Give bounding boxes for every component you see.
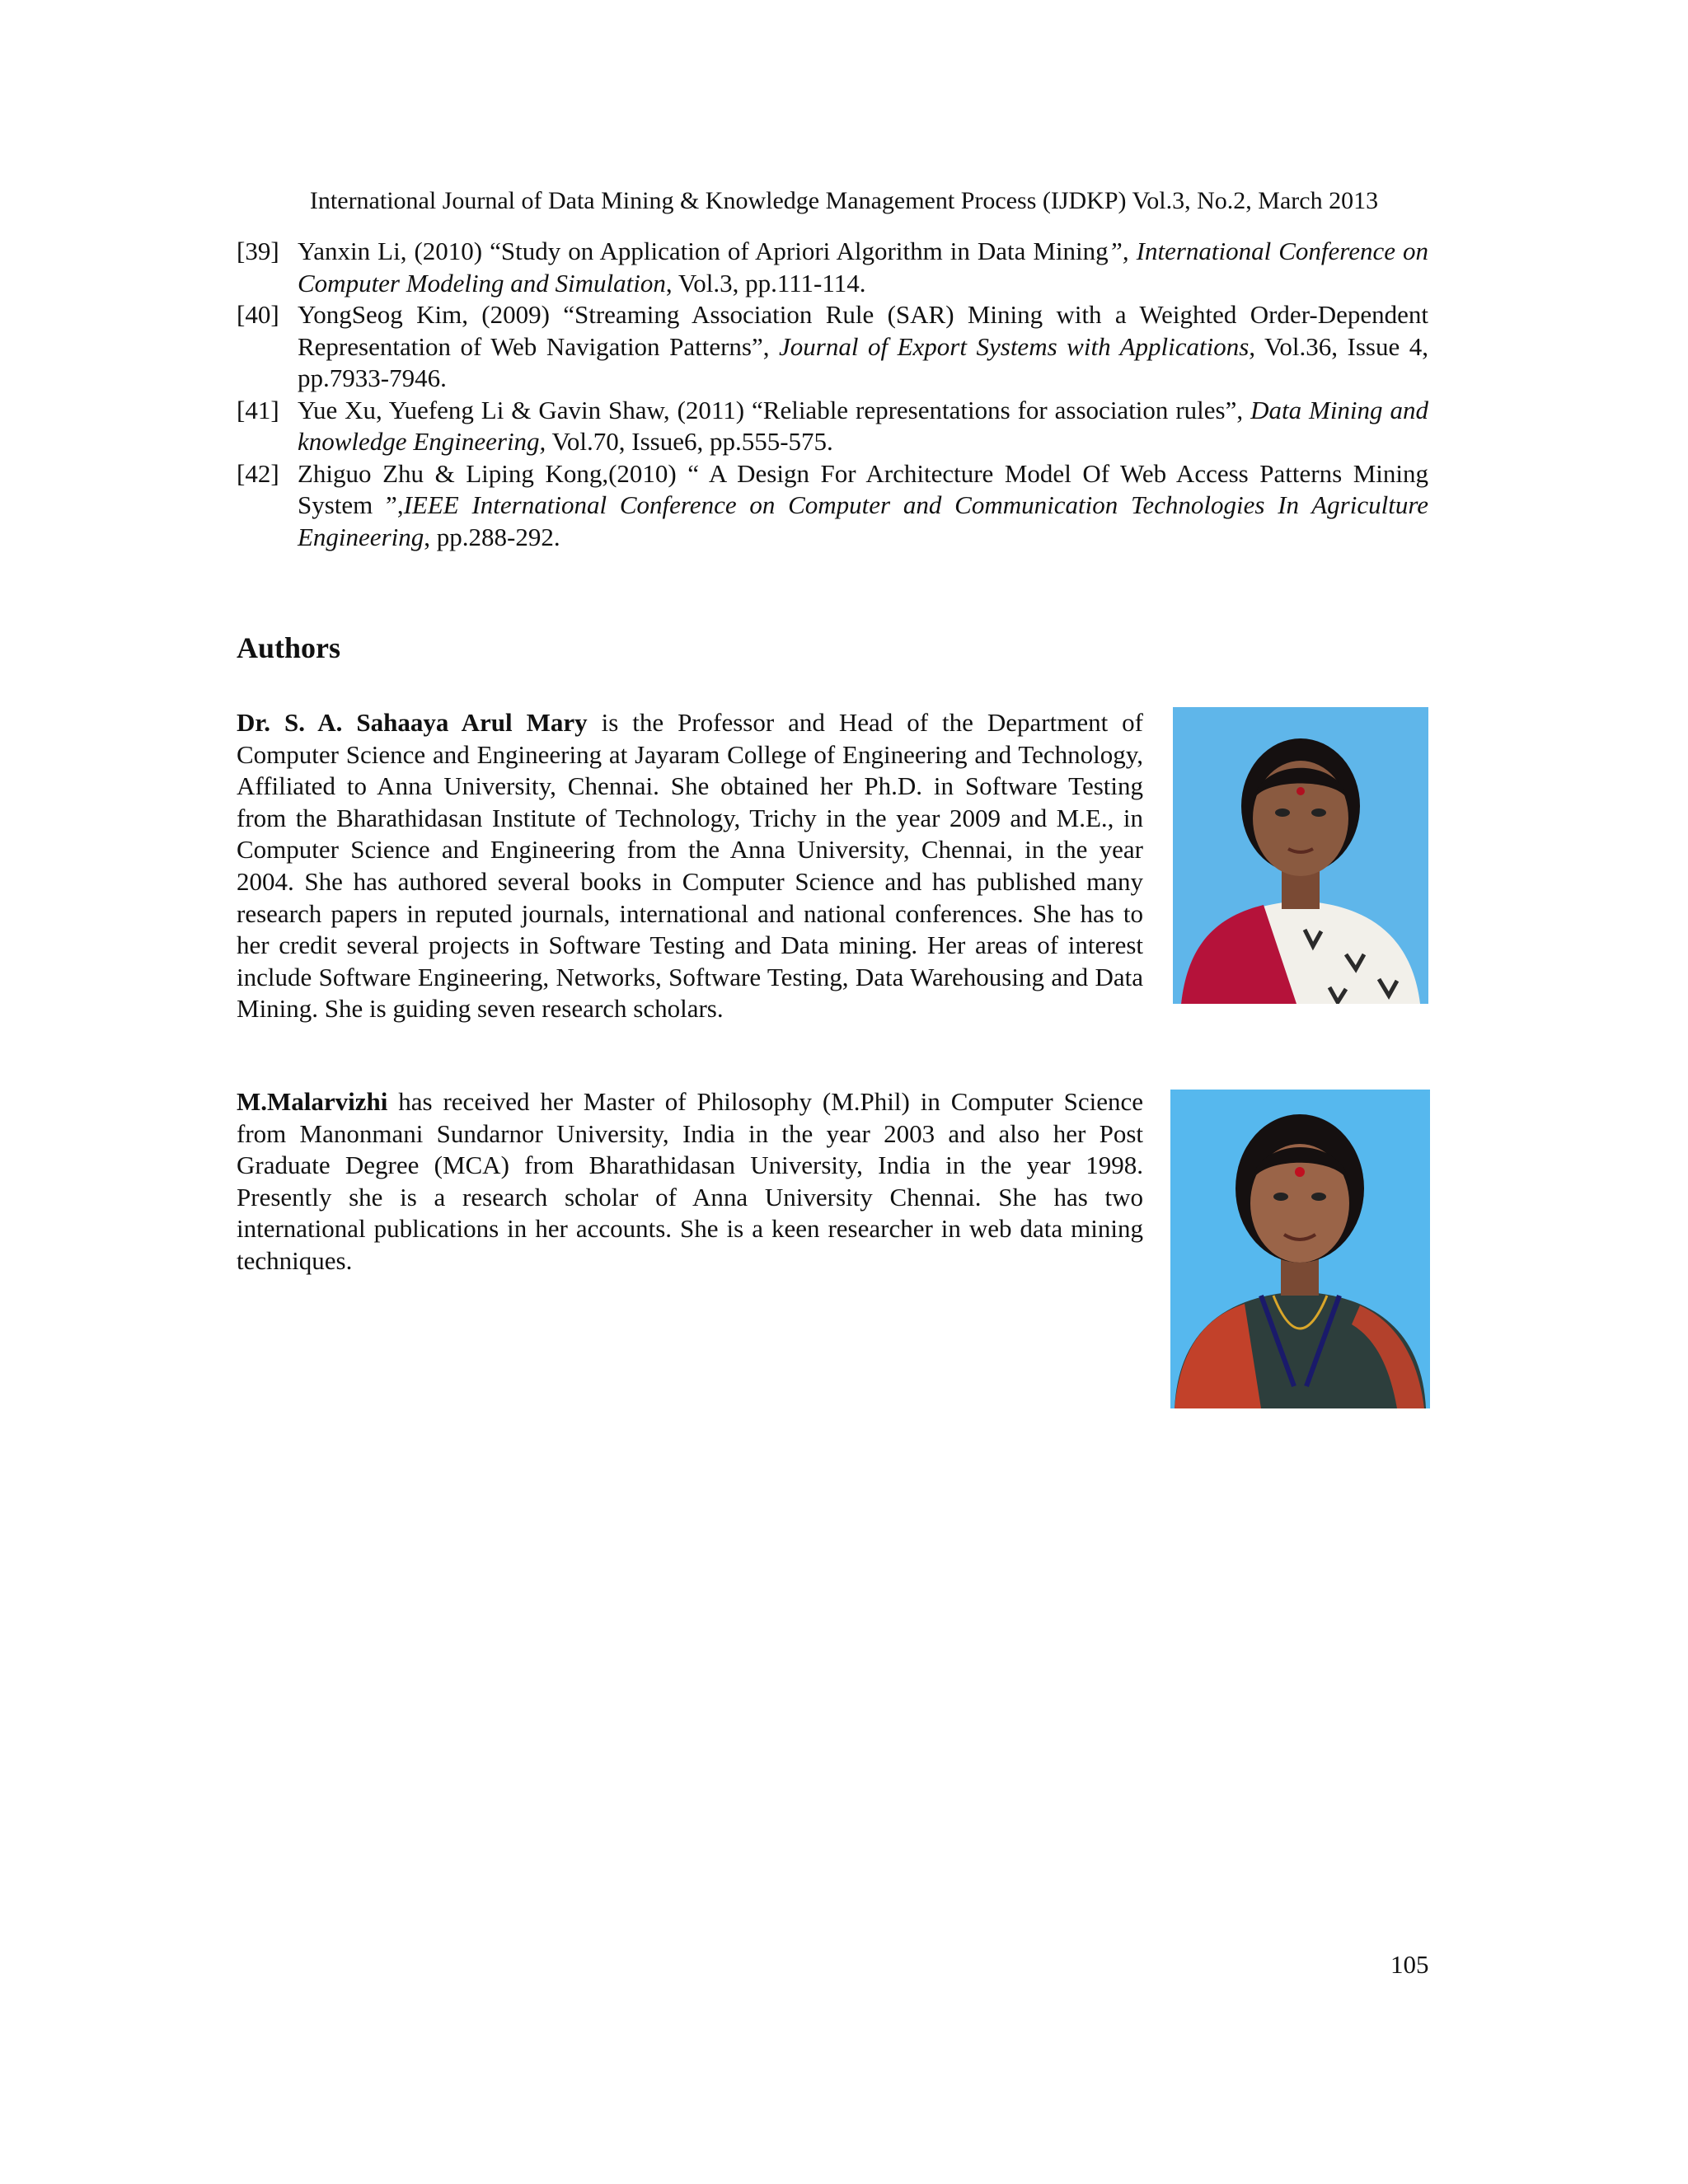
reference-number: [42] bbox=[237, 458, 279, 488]
reference-text: Vol.70, Issue6, pp.555-575. bbox=[546, 427, 833, 456]
reference-item bbox=[237, 458, 1428, 554]
reference-number: [39] bbox=[237, 237, 279, 265]
reference-text: YongSeog Kim, (2009) “Streaming Association Rule (SAR) Mining with a Weighted Order-Dependent Representation of Web Navigation Patterns”, bbox=[298, 300, 1428, 361]
author-name-1: Dr. S. A. Sahaaya Arul Mary bbox=[237, 708, 588, 737]
reference-text: Yanxin Li, (2010) “Study on Application of Apriori Algorithm in Data Mining bbox=[298, 237, 1109, 265]
author-bio-1 bbox=[237, 707, 1143, 1025]
reference-list bbox=[237, 236, 1428, 553]
reference-text: Zhiguo Zhu & Liping Kong,(2010) “ A Design For Architecture Model Of Web Access Patterns Mining System ”, bbox=[298, 458, 1428, 519]
authors-heading: Authors bbox=[237, 631, 341, 664]
author-bio-text-2: has received her Master of Philosophy (M.Phil) in Computer Science from Manonmani Sundarnor University, India in the year 2003 and also her Post Graduate Degree (MCA) from Bharathidasan University, India in the year 1998. Presently she is a research scholar of Anna University Chennai. She has two international publications in her accounts. She is a keen researcher in web data mining techniques. bbox=[237, 1087, 1143, 1275]
reference-item bbox=[237, 236, 1428, 299]
author-name-2: M.Malarvizhi bbox=[237, 1087, 388, 1116]
reference-text: , pp.288-292. bbox=[424, 522, 560, 551]
author-photo-1 bbox=[1173, 707, 1428, 1004]
reference-text: ”, International Conference on Computer Modeling and Simulation bbox=[298, 237, 1428, 298]
author-photo-2 bbox=[1170, 1090, 1430, 1408]
reference-text: Vol.36, Issue 4, pp.7933-7946. bbox=[298, 331, 1428, 392]
reference-item bbox=[237, 395, 1428, 458]
reference-number: [41] bbox=[237, 395, 279, 424]
reference-text: , Vol.3, pp.111-114. bbox=[665, 268, 866, 298]
reference-text: Data Mining and knowledge Engineering, bbox=[298, 395, 1428, 456]
reference-item bbox=[237, 299, 1428, 395]
author-bio-text-1: is the Professor and Head of the Department of Computer Science and Engineering at Jayaram College of Engineering and Technology, Affiliated to Anna University, Chennai. She obtained her Ph.D. in Software Testing from the Bharathidasan Institute of Technology, Trichy in the year 2009 and M.E., in Computer Science and Engineering from the Anna University, Chennai, in the year 2004. She has authored several books in Computer Science and has published many research papers in reputed journals, international and national conferences. She has to her credit several projects in Software Testing and Data mining. Her areas of interest include Software Engineering, Networks, Software Testing, Data Warehousing and Data Mining. She is guiding seven research scholars. bbox=[237, 708, 1143, 1024]
author-bio-2 bbox=[237, 1086, 1143, 1277]
reference-number: [40] bbox=[237, 300, 279, 329]
reference-text: Yue Xu, Yuefeng Li & Gavin Shaw, (2011) “Reliable representations for association rules”, bbox=[298, 395, 1251, 424]
reference-text: IEEE International Conference on Computer and Communication Technologies In Agriculture Engineering bbox=[298, 490, 1428, 551]
reference-text: Journal of Export Systems with Applications, bbox=[779, 331, 1256, 361]
page-number: 105 bbox=[1390, 1950, 1429, 1979]
journal-header: International Journal of Data Mining & Knowledge Management Process (IJDKP) Vol.3, No.2, March 2013 bbox=[309, 187, 1379, 214]
